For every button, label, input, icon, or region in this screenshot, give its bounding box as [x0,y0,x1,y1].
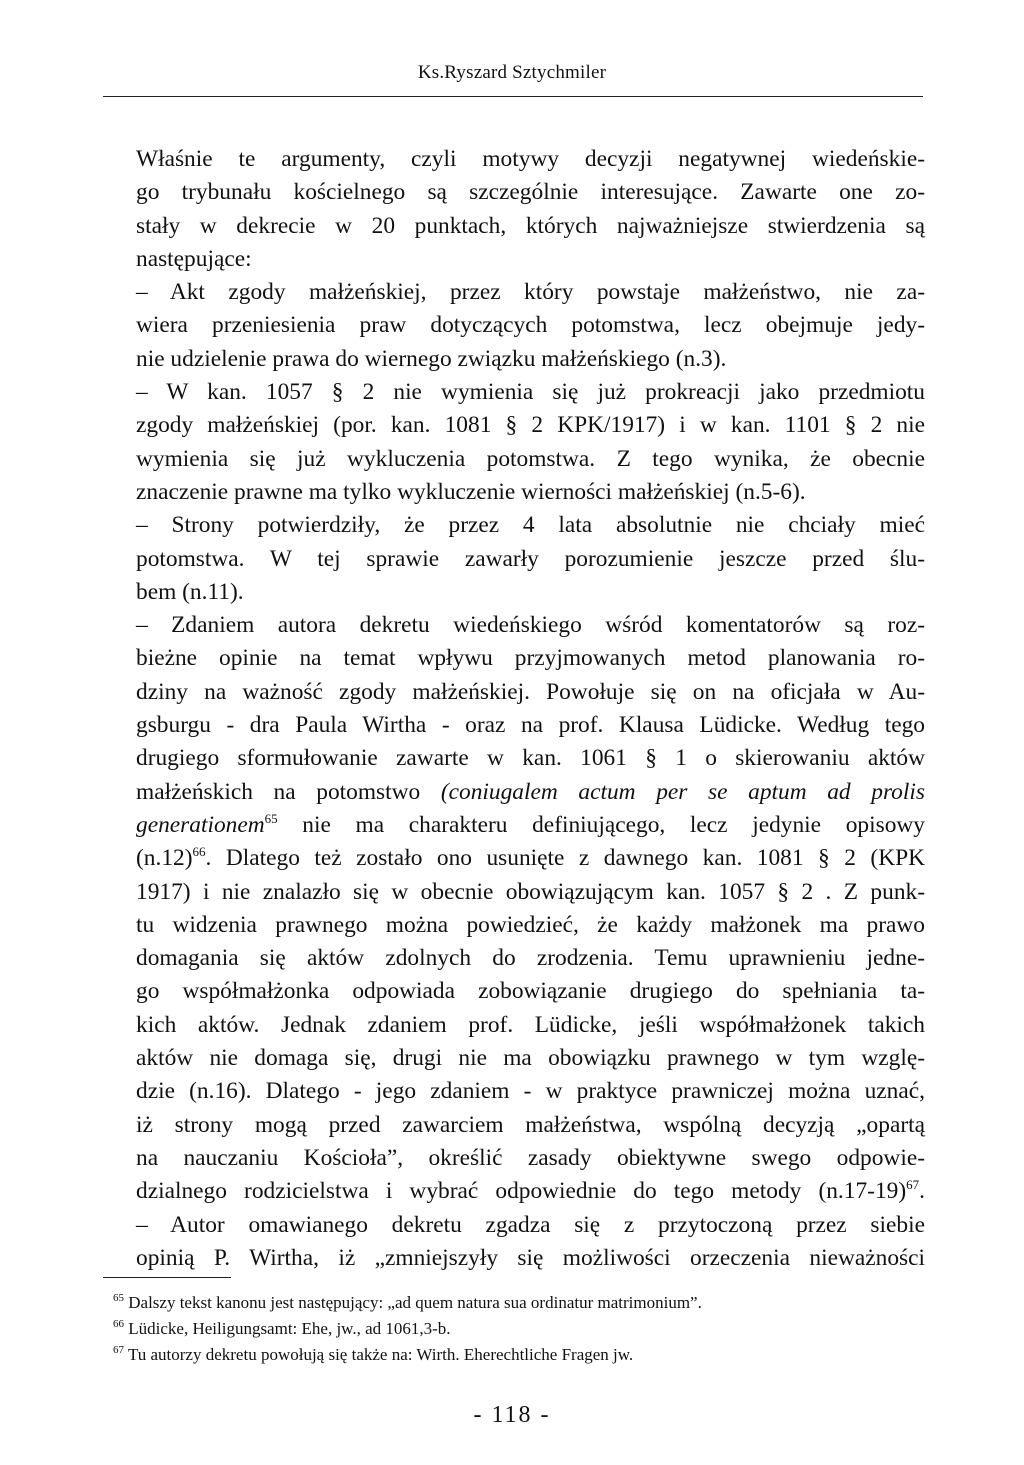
footnote-rule [103,1277,231,1278]
footnote [113,1342,893,1368]
text-line: bieżne opinie na temat wpływu przyjmowanych metod planowania ro- [136,645,925,672]
paragraph-intro [103,143,925,276]
text-line: gsburgu - dra Paula Wirtha - oraz na prof. Klausa Lüdicke. Według tego [136,712,925,739]
footnote-ref[interactable]: 65 [264,810,278,826]
text-line: – Akt zgody małżeńskiej, przez który powstaje małżeństwo, nie za- [136,279,925,306]
footnote [113,1316,893,1342]
text-line: go współmałżonka odpowiada zobowiązanie drugiego do spełniania ta- [136,978,925,1005]
text-run: nie ma charakteru definiującego, lecz jedynie opisowy [302,811,925,838]
text-line: kich aktów. Jednak zdaniem prof. Lüdicke, jeśli współmałżonek takich [136,1011,925,1038]
text-line: wymienia się już wykluczenia potomstwa. Z tego wynika, że obecnie [136,445,925,472]
text-line: Właśnie te argumenty, czyli motywy decyzji negatywnej wiedeńskie- [136,146,925,172]
text-line: dzie (n.16). Dlatego - jego zdaniem - w praktyce prawniczej można uznać, [136,1078,925,1105]
text-run: małżeńskich na potomstwo [136,778,421,805]
page-number: - 118 - [473,1402,551,1428]
text-line: stały w dekrecie w 20 punktach, których najważniejsze stwierdzenia są [136,212,925,239]
latin-phrase-end: generationem [136,811,265,838]
body-text [103,143,925,1275]
text-line [103,776,925,809]
footnote-ref[interactable]: 67 [906,1177,920,1193]
text-line [103,1175,925,1208]
footnote-number: 67 [113,1344,124,1356]
header-rule [103,96,923,97]
text-line: – Strony potwierdziły, że przez 4 lata absolutnie nie chciały mieć [136,512,925,539]
text-run: . [919,1178,925,1205]
paragraph-point-3 [103,509,925,609]
footnote-ref[interactable]: 66 [192,844,206,860]
footnotes [113,1290,893,1368]
text-run: dzialnego rodzicielstwa i wybrać odpowiednie do tego metody (n.17-19) [136,1178,907,1205]
text-line: następujące: [136,245,252,272]
text-line: potomstwa. W tej sprawie zawarły porozumienie jeszcze przed ślu- [136,545,925,572]
paragraph-point-4 [103,609,925,1208]
text-line [103,842,925,875]
text-line: nie udzielenie prawa do wiernego związku małżeńskiego (n.3). [136,345,727,372]
footnote-number: 65 [113,1292,124,1304]
text-line: aktów nie domaga się, drugi nie ma obowiązku prawnego w tym wzglę- [136,1045,925,1072]
footnote-text: Dalszy tekst kanonu jest następujący: „ad quem natura sua ordinatur matrimonium”. [128,1293,702,1312]
text-line: znaczenie prawne ma tylko wykluczenie wierności małżeńskiej (n.5-6). [136,478,806,505]
text-line: domagania się aktów zdolnych do zrodzenia. Temu uprawnieniu jedne- [136,945,925,972]
paragraph-point-5 [103,1209,925,1276]
text-line: – W kan. 1057 § 2 nie wymienia się już prokreacji jako przedmiotu [136,379,925,406]
paragraph-point-2 [103,376,925,509]
text-line: – Zdaniem autora dekretu wiedeńskiego wśród komentatorów są roz- [136,612,925,639]
text-run: . Dlatego też zostało ono usunięte z dawnego kan. 1081 § 2 (KPK [205,845,925,872]
text-line: iż strony mogą przed zawarciem małżeństwa, wspólną decyzją „opartą [136,1111,925,1138]
text-line: bem (n.11). [136,578,244,605]
footnote-text: Lüdicke, Heiligungsamt: Ehe, jw., ad 1061,3-b. [128,1319,451,1338]
running-head: Ks.Ryszard Sztychmiler [417,62,607,83]
text-line: drugiego sformułowanie zawarte w kan. 1061 § 1 o skierowaniu aktów [136,745,925,772]
footnote [113,1290,893,1316]
text-line: na nauczaniu Kościoła”, określić zasady obiektywne swego odpowie- [136,1144,925,1171]
text-line: go trybunału kościelnego są szczególnie interesujące. Zawarte one zo- [136,179,925,206]
text-line: – Autor omawianego dekretu zgadza się z przytoczoną przez siebie [136,1211,925,1238]
text-line: 1917) i nie znalazło się w obecnie obowiązującym kan. 1057 § 2 . Z punk- [136,878,925,905]
text-line: dziny na ważność zgody małżeńskiej. Powołuje się on na oficjała w Au- [136,678,925,705]
text-line: zgody małżeńskiej (por. kan. 1081 § 2 KPK/1917) i w kan. 1101 § 2 nie [136,412,925,439]
text-line: opinią P. Wirtha, iż „zmniejszyły się możliwości orzeczenia nieważności [136,1244,925,1271]
text-line: wiera przeniesienia praw dotyczących potomstwa, lecz obejmuje jedy- [136,312,925,339]
footnote-number: 66 [113,1318,124,1330]
footnote-text: Tu autorzy dekretu powołują się także na: Wirth. Eherechtliche Fragen jw. [127,1345,634,1364]
text-line: tu widzenia prawnego można powiedzieć, że każdy małżonek ma prawo [136,911,925,938]
latin-phrase: (coniugalem actum per se aptum ad prolis [440,778,925,805]
text-run: (n.12) [136,845,193,872]
text-line [103,809,925,842]
paragraph-point-1 [103,276,925,376]
